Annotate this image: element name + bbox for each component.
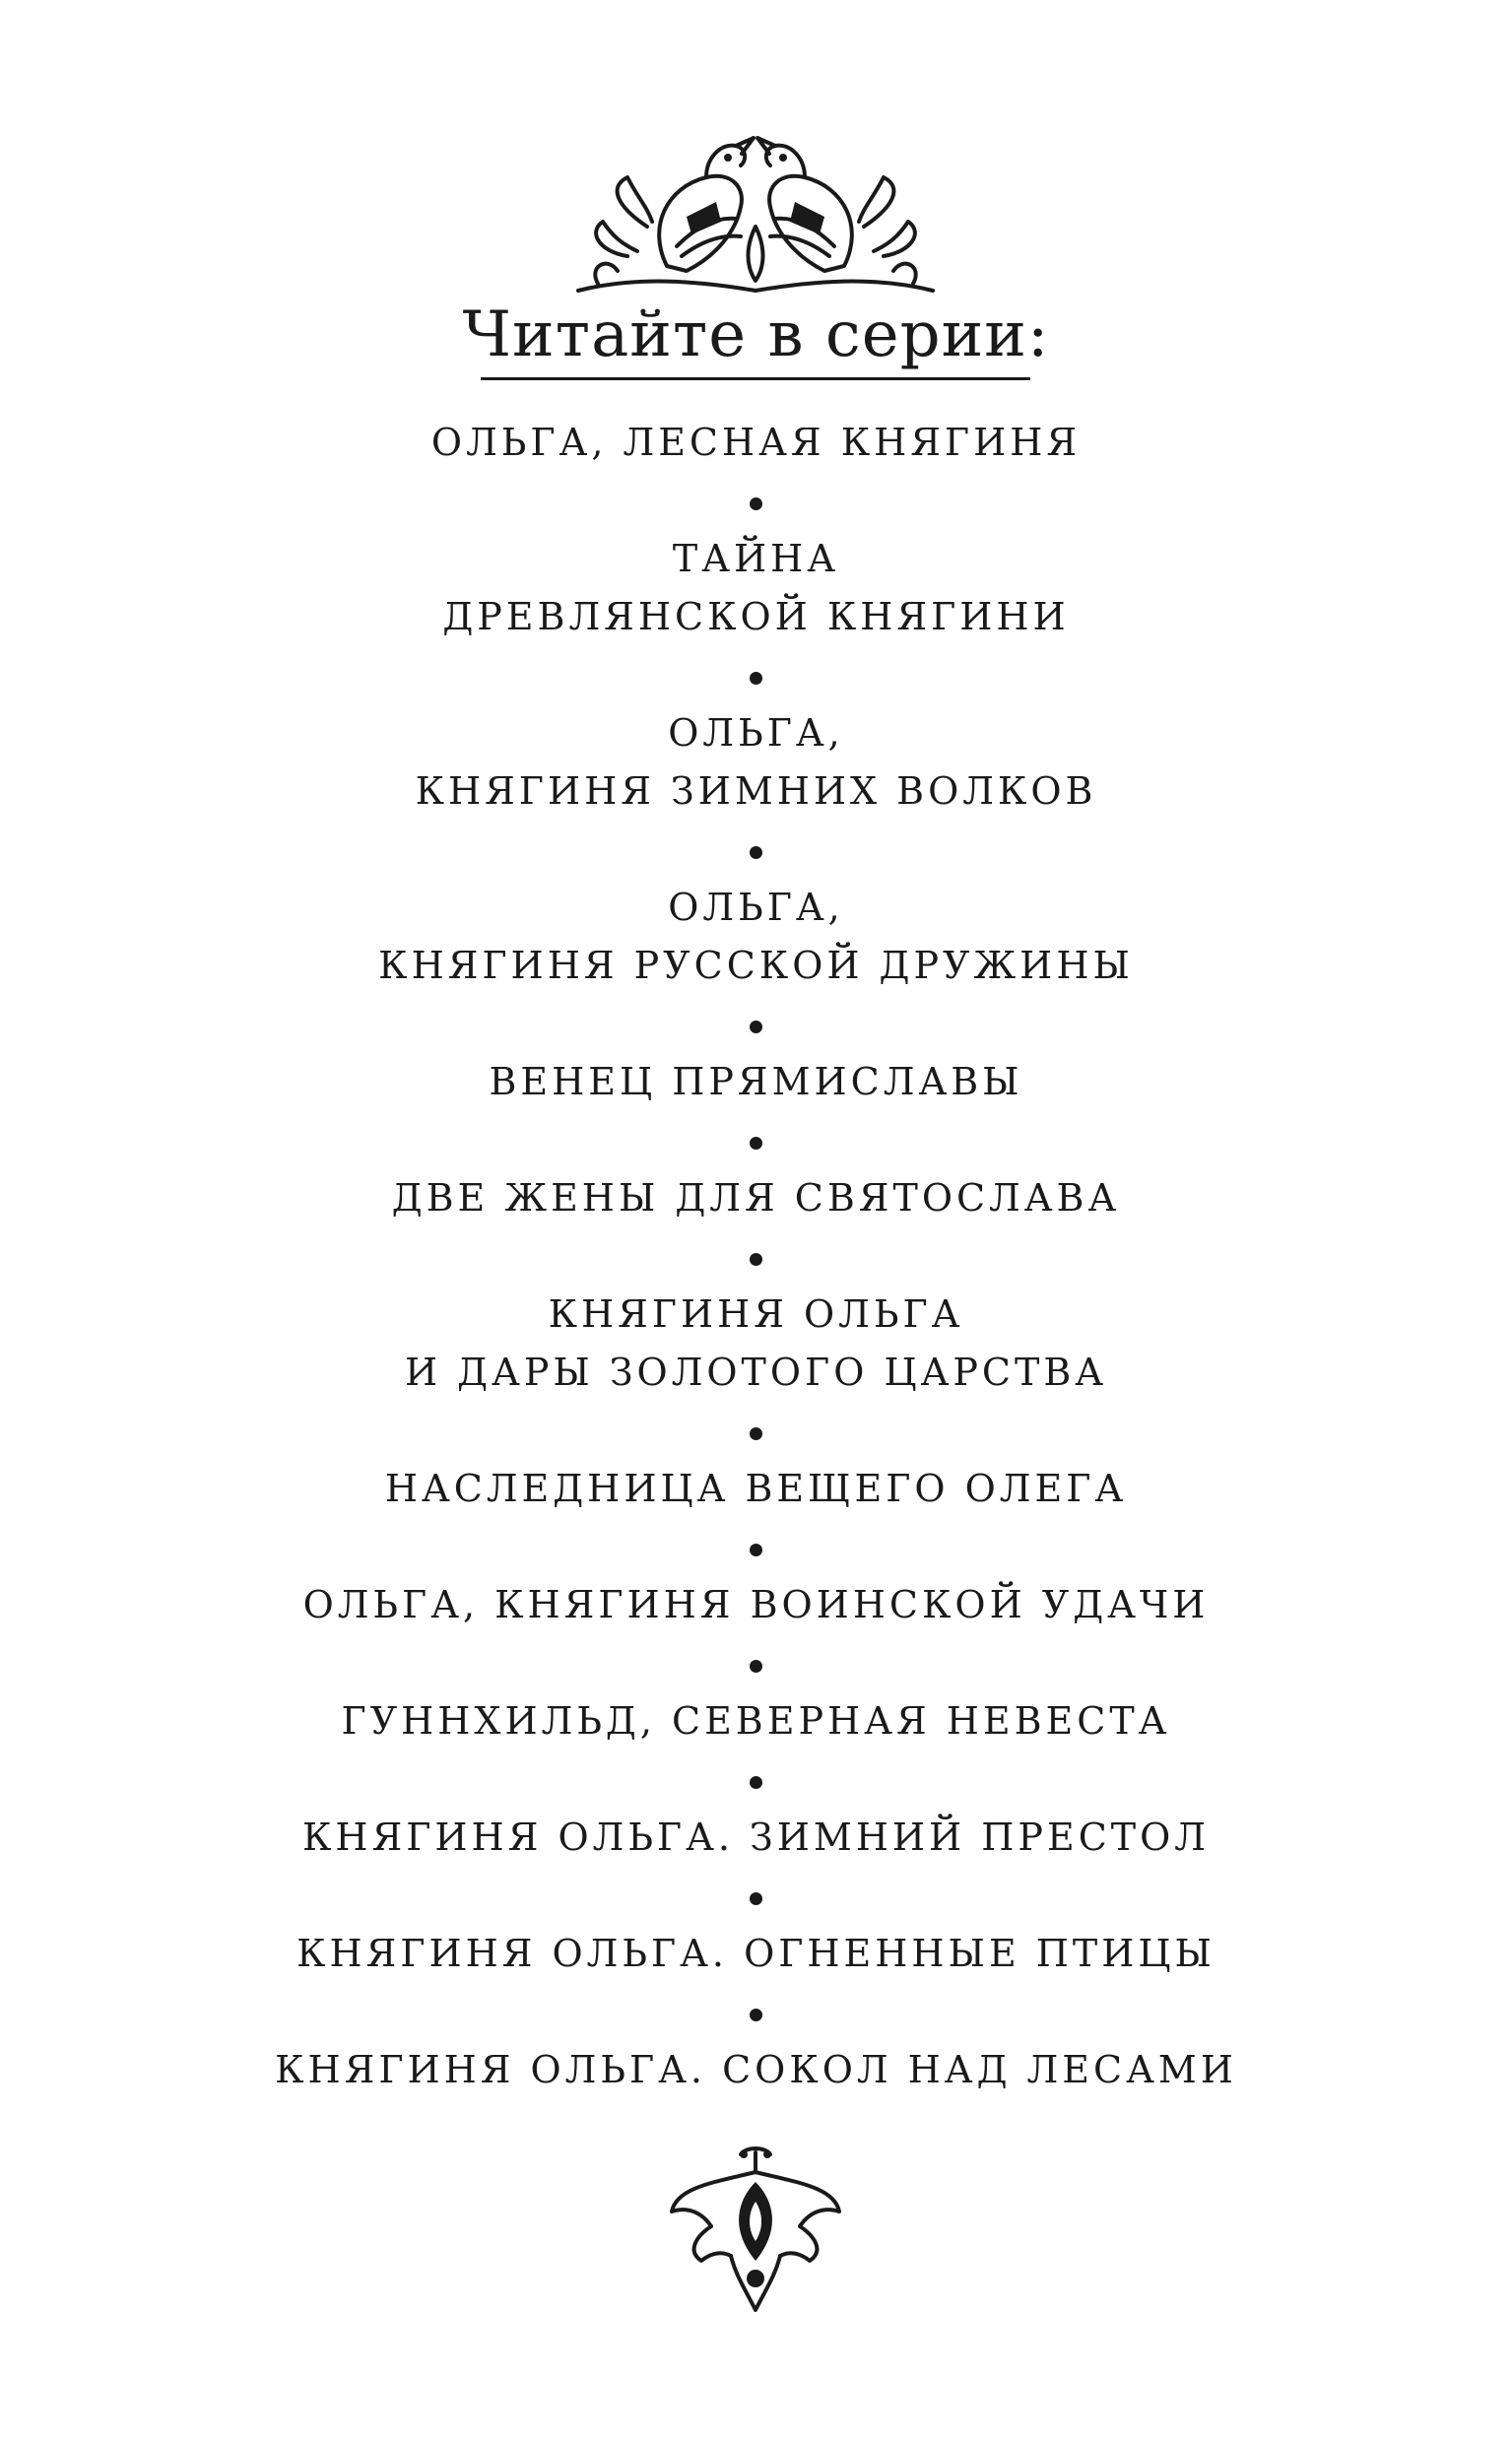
book-title	[0, 414, 1512, 472]
book-title	[0, 2041, 1512, 2099]
book-title-line: ОЛЬГА, КНЯГИНЯ ВОИНСКОЙ УДАЧИ	[302, 1583, 1210, 1626]
book-title-line: И ДАРЫ ЗОЛОТОГО ЦАРСТВА	[404, 1351, 1108, 1394]
series-heading: Читайте в серии:	[462, 298, 1050, 371]
book-title-line: КНЯГИНЯ РУССКОЙ ДРУЖИНЫ	[378, 944, 1134, 987]
book-title	[0, 879, 1512, 995]
book-title-line: КНЯГИНЯ ОЛЬГА	[548, 1292, 964, 1336]
book-title	[0, 1053, 1512, 1111]
separator-dot	[0, 1750, 1512, 1809]
separator-dot	[0, 472, 1512, 530]
separator-dot	[0, 1227, 1512, 1286]
book-title-line: ОЛЬГА,	[668, 711, 844, 755]
two-birds-ornament-icon	[559, 108, 953, 305]
separator-dot	[0, 1634, 1512, 1692]
book-title	[0, 1809, 1512, 1867]
book-title	[0, 1286, 1512, 1402]
book-title-line: ВЕНЕЦ ПРЯМИСЛАВЫ	[489, 1060, 1023, 1103]
book-title-line: ОЛЬГА,	[668, 886, 844, 929]
separator-dot	[0, 646, 1512, 704]
separator-dot	[0, 821, 1512, 879]
book-title-line: ОЛЬГА, ЛЕСНАЯ КНЯГИНЯ	[430, 421, 1082, 464]
separator-dot	[0, 1402, 1512, 1460]
separator-dot	[0, 1983, 1512, 2041]
book-title	[0, 1460, 1512, 1518]
book-title	[0, 1692, 1512, 1750]
book-list	[0, 414, 1512, 2099]
book-title-line: КНЯГИНЯ ОЛЬГА. ЗИМНИЙ ПРЕСТОЛ	[302, 1816, 1210, 1859]
book-title-line: ДВЕ ЖЕНЫ ДЛЯ СВЯТОСЛАВА	[391, 1176, 1121, 1220]
book-title	[0, 1925, 1512, 1983]
book-title	[0, 1169, 1512, 1227]
book-title-line: КНЯГИНЯ ОЛЬГА. ОГНЕННЫЕ ПТИЦЫ	[296, 1932, 1216, 1975]
separator-dot	[0, 1518, 1512, 1576]
book-title-line: ДРЕВЛЯНСКОЙ КНЯГИНИ	[442, 595, 1070, 638]
heading-underline	[481, 377, 1030, 380]
book-title	[0, 1576, 1512, 1634]
separator-dot	[0, 1111, 1512, 1169]
book-title-line: КНЯГИНЯ ОЛЬГА. СОКОЛ НАД ЛЕСАМИ	[275, 2048, 1237, 2091]
book-title-line: ГУННХИЛЬД, СЕВЕРНАЯ НЕВЕСТА	[341, 1699, 1171, 1743]
book-title-line: НАСЛЕДНИЦА ВЕЩЕГО ОЛЕГА	[384, 1467, 1128, 1510]
book-title-line: ТАЙНА	[672, 537, 840, 580]
book-title	[0, 704, 1512, 821]
book-title	[0, 530, 1512, 646]
book-title-line: КНЯГИНЯ ЗИМНИХ ВОЛКОВ	[415, 769, 1097, 813]
separator-dot	[0, 995, 1512, 1053]
separator-dot	[0, 1867, 1512, 1925]
floral-finial-ornament-icon	[657, 2143, 854, 2320]
